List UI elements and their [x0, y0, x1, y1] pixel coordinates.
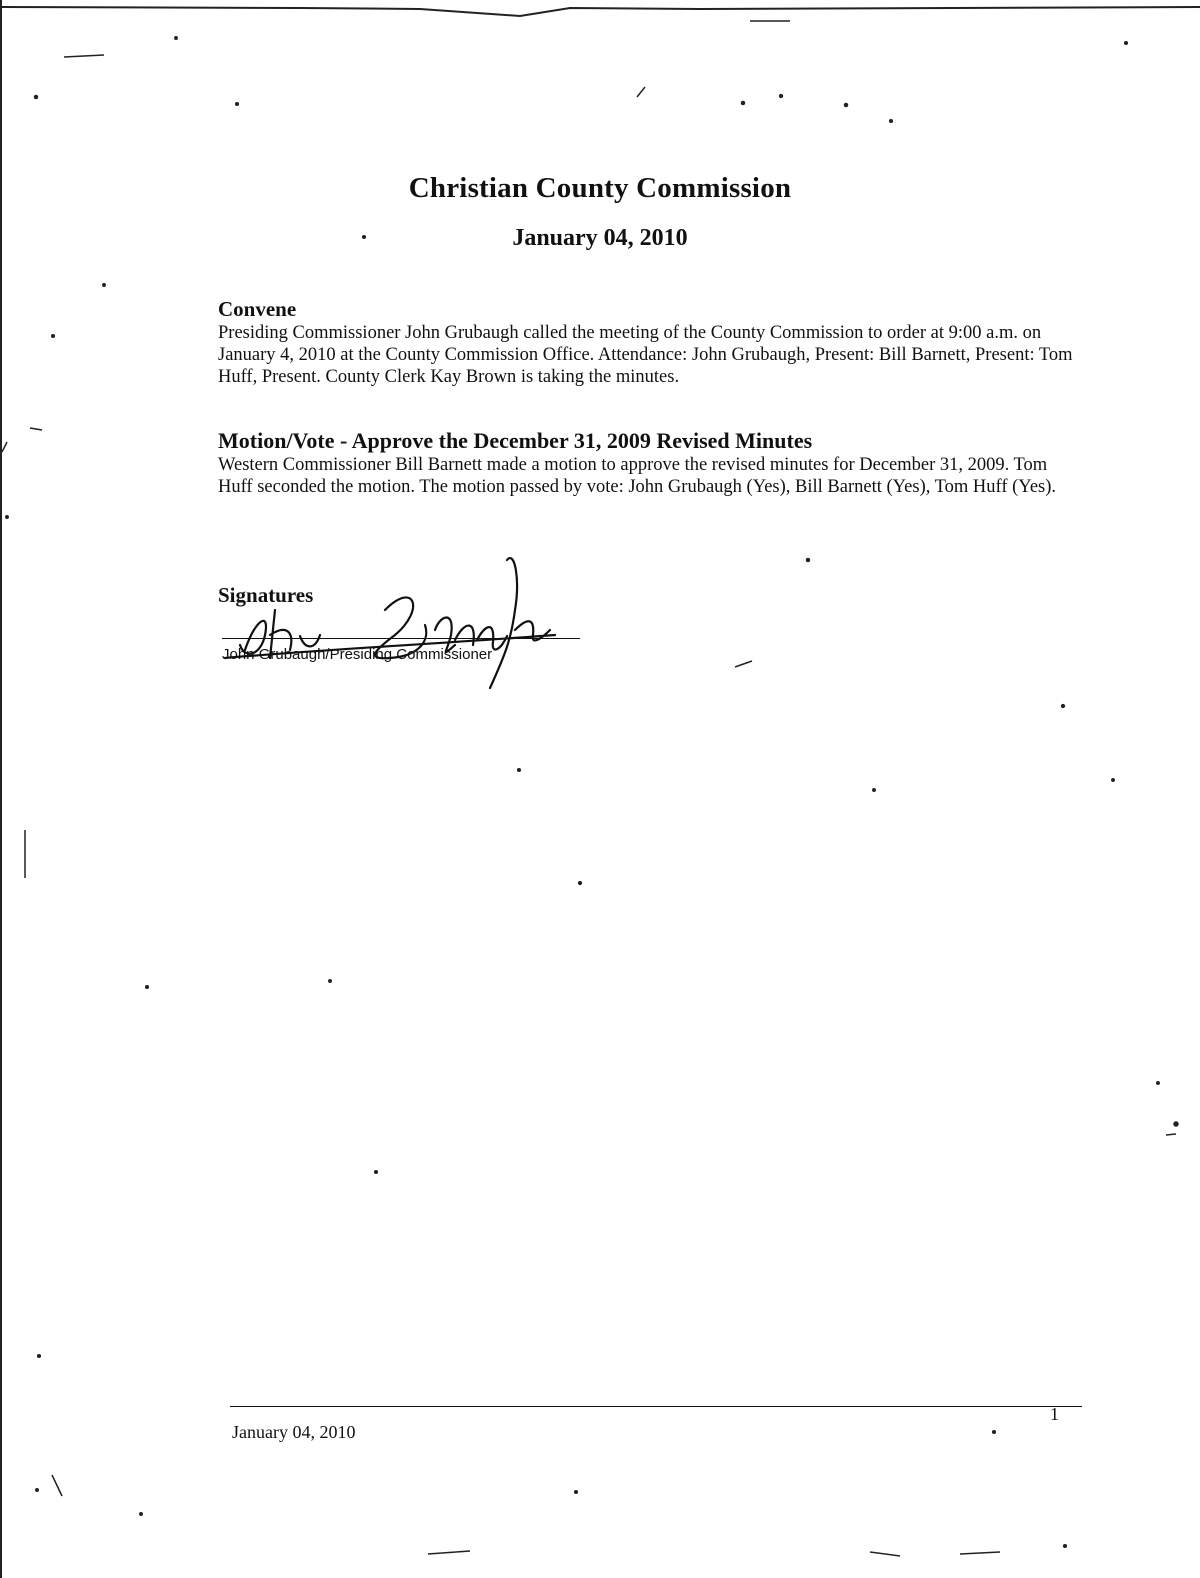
motion-vote-section [218, 430, 1080, 498]
document-date: January 04, 2010 [512, 225, 688, 251]
section-heading: Motion/Vote - Approve the December 31, 2009 Revised Minutes [218, 428, 813, 453]
document-title: Christian County Commission [408, 172, 792, 204]
convene-section [218, 298, 1080, 388]
footer-rule [230, 1406, 1082, 1407]
section-body: Western Commissioner Bill Barnett made a motion to approve the revised minutes for December 31, 2009. Tom Huff seconded the motion. The motion passed by vote: John Grubaugh (Yes), Bill Barnett (Yes), Tom Huff (Yes). [218, 455, 1057, 497]
signatures-heading: Signatures [218, 583, 314, 607]
footer-date: January 04, 2010 [232, 1422, 356, 1442]
section-body: Presiding Commissioner John Grubaugh called the meeting of the County Commission to order at 9:00 a.m. on January 4, 2010 at the County Commission Office. Attendance: John Grubaugh, Present: Bill Barnett, Present: Tom Huff, Present. County Clerk Kay Brown is taking the minutes. [218, 323, 1073, 387]
section-heading: Convene [218, 297, 297, 321]
page-number: 1 [1050, 1404, 1059, 1424]
handwritten-signature [215, 540, 575, 690]
signer-caption: John Grubaugh/Presiding Commissioner [222, 646, 493, 663]
